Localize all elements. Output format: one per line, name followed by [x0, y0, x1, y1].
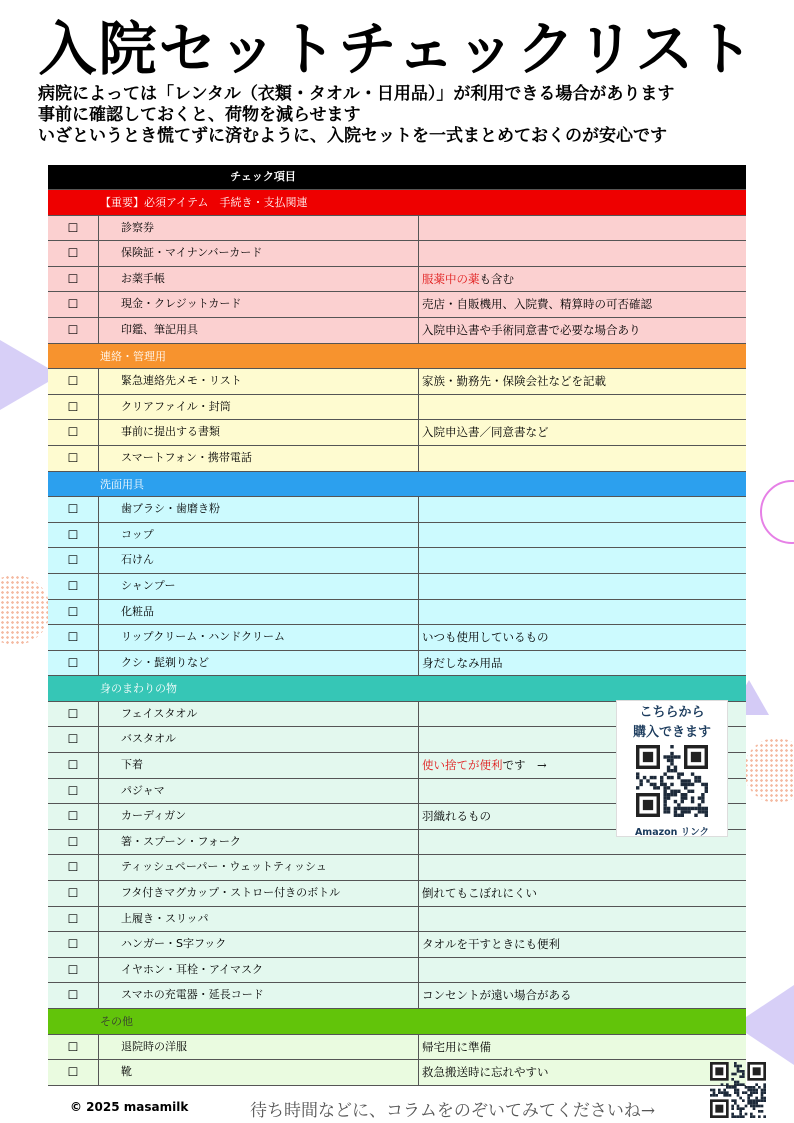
checklist-row — [48, 907, 746, 933]
checklist-row — [48, 855, 746, 881]
item-label: お薬手帳 — [99, 267, 419, 292]
item-note-text: 救急搬送時に忘れやすい — [422, 1065, 549, 1080]
checkbox[interactable]: ☐ — [48, 395, 99, 420]
intro-line: 事前に確認しておくと、荷物を減らせます — [38, 105, 361, 125]
item-label: 歯ブラシ・歯磨き粉 — [99, 497, 419, 522]
checkbox[interactable]: ☐ — [48, 651, 99, 676]
checkbox[interactable]: ☐ — [48, 369, 99, 394]
item-label: 保険証・マイナンバーカード — [99, 241, 419, 266]
table-header — [48, 165, 746, 190]
checklist-row — [48, 1035, 746, 1061]
checklist-table — [48, 165, 746, 1086]
checklist-row — [48, 651, 746, 677]
checkbox[interactable]: ☐ — [48, 779, 99, 804]
qr-code-icon[interactable] — [636, 745, 708, 817]
checkbox[interactable]: ☐ — [48, 523, 99, 548]
checkbox[interactable]: ☐ — [48, 881, 99, 906]
item-label: 下着 — [99, 753, 419, 778]
checklist-row — [48, 983, 746, 1009]
checkbox[interactable]: ☐ — [48, 216, 99, 241]
item-label: スマートフォン・携帯電話 — [99, 446, 419, 471]
footer-message: 待ち時間などに、コラムをのぞいてみてくださいね→ — [250, 1101, 656, 1121]
section-label: 連絡・管理用 — [100, 349, 166, 363]
item-note — [419, 600, 746, 625]
section-header — [48, 344, 746, 370]
checkbox[interactable]: ☐ — [48, 446, 99, 471]
decorative-dot-circle — [0, 575, 50, 645]
item-note — [419, 625, 746, 650]
amazon-qr-badge[interactable] — [616, 700, 728, 837]
item-label: フタ付きマグカップ・ストロー付きのボトル — [99, 881, 419, 906]
checklist-row — [48, 881, 746, 907]
checklist-row — [48, 395, 746, 421]
item-label: リップクリーム・ハンドクリーム — [99, 625, 419, 650]
item-note-highlight: 使い捨てが便利 — [422, 758, 503, 773]
section-header — [48, 1009, 746, 1035]
decorative-dot-circle — [744, 738, 794, 803]
checklist-row — [48, 241, 746, 267]
checklist-row — [48, 216, 746, 242]
item-note — [419, 446, 746, 471]
checklist-row — [48, 420, 746, 446]
checkbox[interactable]: ☐ — [48, 318, 99, 343]
item-note-text: コンセントが遠い場合がある — [422, 988, 572, 1003]
item-note-text: いつも使用しているもの — [422, 630, 549, 645]
item-label: スマホの充電器・延長コード — [99, 983, 419, 1008]
item-label: フェイスタオル — [99, 702, 419, 727]
item-label: 上履き・スリッパ — [99, 907, 419, 932]
item-note — [419, 369, 746, 394]
item-label: バスタオル — [99, 727, 419, 752]
item-label: シャンプー — [99, 574, 419, 599]
section-label: その他 — [100, 1015, 133, 1028]
item-note — [419, 651, 746, 676]
checkbox[interactable]: ☐ — [48, 548, 99, 573]
item-note — [419, 241, 746, 266]
checkbox[interactable]: ☐ — [48, 600, 99, 625]
section-header — [48, 472, 746, 498]
qr-title-line: こちらから — [639, 705, 705, 720]
checkbox[interactable]: ☐ — [48, 1060, 99, 1085]
item-note-text: 帰宅用に準備 — [422, 1039, 491, 1054]
item-label: クシ・髭剃りなど — [99, 651, 419, 676]
item-note-text: 入院申込書／同意書など — [422, 425, 549, 440]
item-note — [419, 216, 746, 241]
checklist-row — [48, 600, 746, 626]
item-note — [419, 932, 746, 957]
item-note — [419, 548, 746, 573]
checklist-row — [48, 574, 746, 600]
item-note-text: 家族・勤務先・保険会社などを記載 — [422, 374, 606, 389]
checkbox[interactable]: ☐ — [48, 983, 99, 1008]
section-header — [48, 190, 746, 216]
checkbox[interactable]: ☐ — [48, 855, 99, 880]
checkbox[interactable]: ☐ — [48, 574, 99, 599]
checkbox[interactable]: ☐ — [48, 907, 99, 932]
checkbox[interactable]: ☐ — [48, 958, 99, 983]
checklist-row — [48, 318, 746, 344]
item-note-text: 羽織れるもの — [422, 809, 491, 824]
qr-title-line: 購入できます — [632, 725, 711, 740]
checkbox[interactable]: ☐ — [48, 702, 99, 727]
item-label: ハンガー・S字フック — [99, 932, 419, 957]
qr-code-icon[interactable] — [710, 1062, 766, 1118]
checklist-row — [48, 523, 746, 549]
checkbox[interactable]: ☐ — [48, 292, 99, 317]
checklist-row — [48, 292, 746, 318]
item-note — [419, 1060, 746, 1085]
intro-line: 病院によっては「レンタル（衣類・タオル・日用品）」が利用できる場合があります — [38, 84, 675, 104]
section-label: 洗面用具 — [100, 477, 144, 491]
item-note — [419, 855, 746, 880]
section-label: 【重要】必須アイテム 手続き・支払関連 — [100, 196, 308, 209]
checklist-row — [48, 548, 746, 574]
checkbox[interactable]: ☐ — [48, 497, 99, 522]
item-note — [419, 395, 746, 420]
checkbox[interactable]: ☐ — [48, 1035, 99, 1060]
item-note-text: も含む — [479, 271, 514, 286]
checklist-row — [48, 932, 746, 958]
checklist-row — [48, 446, 746, 472]
item-label: 印鑑、筆記用具 — [99, 318, 419, 343]
item-label: クリアファイル・封筒 — [99, 395, 419, 420]
checklist-row — [48, 369, 746, 395]
item-note — [419, 907, 746, 932]
item-note — [419, 881, 746, 906]
section-label: 身のまわりの物 — [100, 682, 177, 696]
section-header — [48, 676, 746, 702]
checkbox[interactable]: ☐ — [48, 753, 99, 778]
item-note — [419, 292, 746, 317]
item-note — [419, 267, 746, 292]
item-label: カーディガン — [99, 804, 419, 829]
item-label: 緊急連絡先メモ・リスト — [99, 369, 419, 394]
item-label: 事前に提出する書類 — [99, 420, 419, 445]
checkbox[interactable]: ☐ — [48, 625, 99, 650]
item-label: 石けん — [99, 548, 419, 573]
item-note-text: 入院申込書や手術同意書で必要な場合あり — [422, 322, 641, 337]
item-label: ティッシュペーパー・ウェットティッシュ — [99, 855, 419, 880]
checklist-row — [48, 1060, 746, 1086]
page-title: 入院セットチェックリスト — [38, 15, 756, 83]
decorative-circle — [760, 480, 794, 544]
intro-line: いざというとき慌てずに済むように、入院セットを一式まとめておくのが安心です — [38, 126, 667, 146]
item-note — [419, 497, 746, 522]
copyright: © 2025 masamilk — [70, 1100, 189, 1114]
item-note-highlight: 服薬中の薬 — [422, 271, 480, 286]
item-label: 診察券 — [99, 216, 419, 241]
item-label: 化粧品 — [99, 600, 419, 625]
item-note — [419, 1035, 746, 1060]
item-note-text: です → — [502, 758, 547, 773]
checkbox[interactable]: ☐ — [48, 241, 99, 266]
item-note — [419, 523, 746, 548]
item-note-text: 身だしなみ用品 — [422, 655, 503, 670]
item-label: イヤホン・耳栓・アイマスク — [99, 958, 419, 983]
checkbox[interactable]: ☐ — [48, 420, 99, 445]
item-note — [419, 318, 746, 343]
checklist-row — [48, 625, 746, 651]
checklist-row — [48, 497, 746, 523]
item-label: 退院時の洋服 — [99, 1035, 419, 1060]
checkbox[interactable]: ☐ — [48, 830, 99, 855]
item-note — [419, 983, 746, 1008]
checkbox[interactable]: ☐ — [48, 804, 99, 829]
item-note-text: タオルを干すときにも便利 — [422, 937, 560, 952]
checkbox[interactable]: ☐ — [48, 932, 99, 957]
item-note — [419, 574, 746, 599]
item-label: 現金・クレジットカード — [99, 292, 419, 317]
item-note-text: 売店・自販機用、入院費、精算時の可否確認 — [422, 297, 652, 312]
table-header-label: チェック項目 — [230, 170, 296, 183]
item-note-text: 倒れてもこぼれにくい — [422, 886, 537, 901]
item-note — [419, 420, 746, 445]
checklist-row — [48, 958, 746, 984]
item-label: 靴 — [99, 1060, 419, 1085]
checkbox[interactable]: ☐ — [48, 727, 99, 752]
qr-caption: Amazon リンク — [634, 827, 710, 838]
item-label: 箸・スプーン・フォーク — [99, 830, 419, 855]
item-note — [419, 958, 746, 983]
intro-text — [38, 84, 674, 147]
checklist-row — [48, 267, 746, 293]
item-label: パジャマ — [99, 779, 419, 804]
checkbox[interactable]: ☐ — [48, 267, 99, 292]
item-label: コップ — [99, 523, 419, 548]
